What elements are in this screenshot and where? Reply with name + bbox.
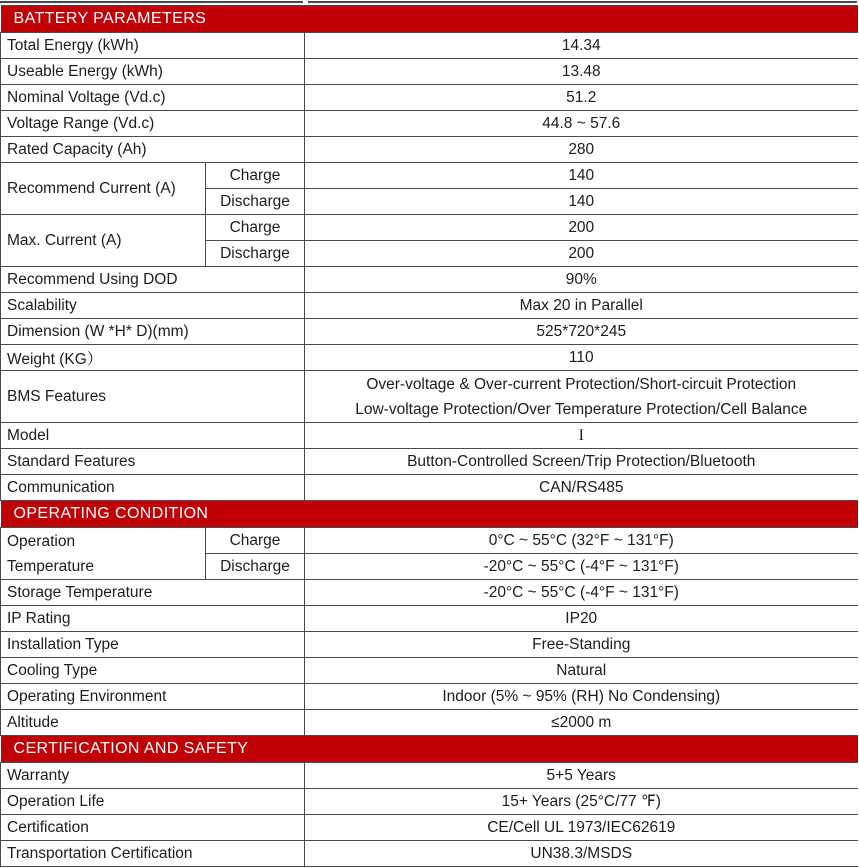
row-operating-environment <box>1 684 858 710</box>
bms-feature-line-2: Low-voltage Protection/Over Temperature Protection/Cell Balance <box>355 400 808 418</box>
row-value: 14.34 <box>305 33 858 59</box>
row-label: Standard Features <box>1 449 305 475</box>
row-value: CE/Cell UL 1973/IEC62619 <box>305 815 858 841</box>
row-value: 110 <box>305 345 858 371</box>
row-label: Installation Type <box>1 632 305 658</box>
row-value: 200 <box>305 241 858 267</box>
row-value: 44.8 ~ 57.6 <box>305 111 858 137</box>
row-bms-features <box>1 371 858 423</box>
row-standard-features <box>1 449 858 475</box>
section-title: CERTIFICATION AND SAFETY <box>1 736 858 763</box>
row-label: Transportation Certification <box>1 841 305 867</box>
row-useable-energy <box>1 59 858 85</box>
row-transportation-certification <box>1 841 858 867</box>
row-communication <box>1 475 858 501</box>
row-label-text: Operation Temperature <box>7 532 95 575</box>
row-value: UN38.3/MSDS <box>305 841 858 867</box>
row-cooling-type <box>1 658 858 684</box>
row-label: Storage Temperature <box>1 580 305 606</box>
subrow-label: Discharge <box>206 241 305 267</box>
row-ip-rating <box>1 606 858 632</box>
row-label: Rated Capacity (Ah) <box>1 137 305 163</box>
row-label: Altitude <box>1 710 305 736</box>
row-rated-capacity <box>1 137 858 163</box>
row-label: Dimension (W *H* D)(mm) <box>1 319 305 345</box>
row-recommend-current-charge <box>1 163 858 189</box>
row-value <box>305 371 858 423</box>
row-label: Operation Life <box>1 789 305 815</box>
row-total-energy <box>1 33 858 59</box>
row-label: BMS Features <box>1 371 305 423</box>
row-value: -20°C ~ 55°C (-4°F ~ 131°F) <box>305 580 858 606</box>
row-dimension <box>1 319 858 345</box>
row-value: CAN/RS485 <box>305 475 858 501</box>
section-header-certification-and-safety <box>1 736 858 763</box>
row-weight <box>1 345 858 371</box>
row-label: Operating Environment <box>1 684 305 710</box>
row-label: Cooling Type <box>1 658 305 684</box>
row-value: Button-Controlled Screen/Trip Protection/Bluetooth <box>305 449 858 475</box>
row-label: IP Rating <box>1 606 305 632</box>
row-label <box>1 528 206 580</box>
row-certification <box>1 815 858 841</box>
row-label: Warranty <box>1 763 305 789</box>
row-value: 140 <box>305 189 858 215</box>
row-value: 140 <box>305 163 858 189</box>
row-value: ≤2000 m <box>305 710 858 736</box>
section-header-operating-condition <box>1 501 858 528</box>
top-border-segment-right <box>308 1 857 3</box>
row-label: Max. Current (A) <box>1 215 206 267</box>
top-border-line <box>0 1 857 3</box>
row-operation-life <box>1 789 858 815</box>
row-value: 525*720*245 <box>305 319 858 345</box>
row-label: Certification <box>1 815 305 841</box>
section-title: OPERATING CONDITION <box>1 501 858 528</box>
row-value: -20°C ~ 55°C (-4°F ~ 131°F) <box>305 554 858 580</box>
subrow-label: Discharge <box>206 554 305 580</box>
row-label: Nominal Voltage (Vd.c) <box>1 85 305 111</box>
row-value: 200 <box>305 215 858 241</box>
row-value: 90% <box>305 267 858 293</box>
row-value: 280 <box>305 137 858 163</box>
row-value: Indoor (5% ~ 95% (RH) No Condensing) <box>305 684 858 710</box>
row-label: Model <box>1 423 305 449</box>
subrow-label: Discharge <box>206 189 305 215</box>
row-installation-type <box>1 632 858 658</box>
row-operation-temperature-charge <box>1 528 858 554</box>
row-value: 0°C ~ 55°C (32°F ~ 131°F) <box>305 528 858 554</box>
row-recommend-dod <box>1 267 858 293</box>
row-value: IP20 <box>305 606 858 632</box>
row-value: 15+ Years (25°C/77 ℉) <box>305 789 858 815</box>
row-storage-temperature <box>1 580 858 606</box>
row-label: Scalability <box>1 293 305 319</box>
row-nominal-voltage <box>1 85 858 111</box>
row-label: Voltage Range (Vd.c) <box>1 111 305 137</box>
row-value: Free-Standing <box>305 632 858 658</box>
row-value: Natural <box>305 658 858 684</box>
row-label: Communication <box>1 475 305 501</box>
bms-feature-line-1: Over-voltage & Over-current Protection/Short-circuit Protection <box>366 375 797 393</box>
row-label: Weight (KG） <box>1 345 305 371</box>
subrow-label: Charge <box>206 163 305 189</box>
row-value: 13.48 <box>305 59 858 85</box>
row-label: Recommend Using DOD <box>1 267 305 293</box>
section-header-battery-parameters <box>1 6 858 33</box>
row-model <box>1 423 858 449</box>
row-label: Total Energy (kWh) <box>1 33 305 59</box>
row-scalability <box>1 293 858 319</box>
row-label: Recommend Current (A) <box>1 163 206 215</box>
battery-spec-sheet <box>0 1 859 867</box>
row-value: 5+5 Years <box>305 763 858 789</box>
row-max-current-charge <box>1 215 858 241</box>
section-title: BATTERY PARAMETERS <box>1 6 858 33</box>
row-label: Useable Energy (kWh) <box>1 59 305 85</box>
top-border-segment-left <box>0 1 303 3</box>
subrow-label: Charge <box>206 528 305 554</box>
spec-table <box>0 5 858 867</box>
row-voltage-range <box>1 111 858 137</box>
row-value: 51.2 <box>305 85 858 111</box>
row-value: Max 20 in Parallel <box>305 293 858 319</box>
row-warranty <box>1 763 858 789</box>
row-altitude <box>1 710 858 736</box>
row-value: I <box>305 423 858 449</box>
subrow-label: Charge <box>206 215 305 241</box>
